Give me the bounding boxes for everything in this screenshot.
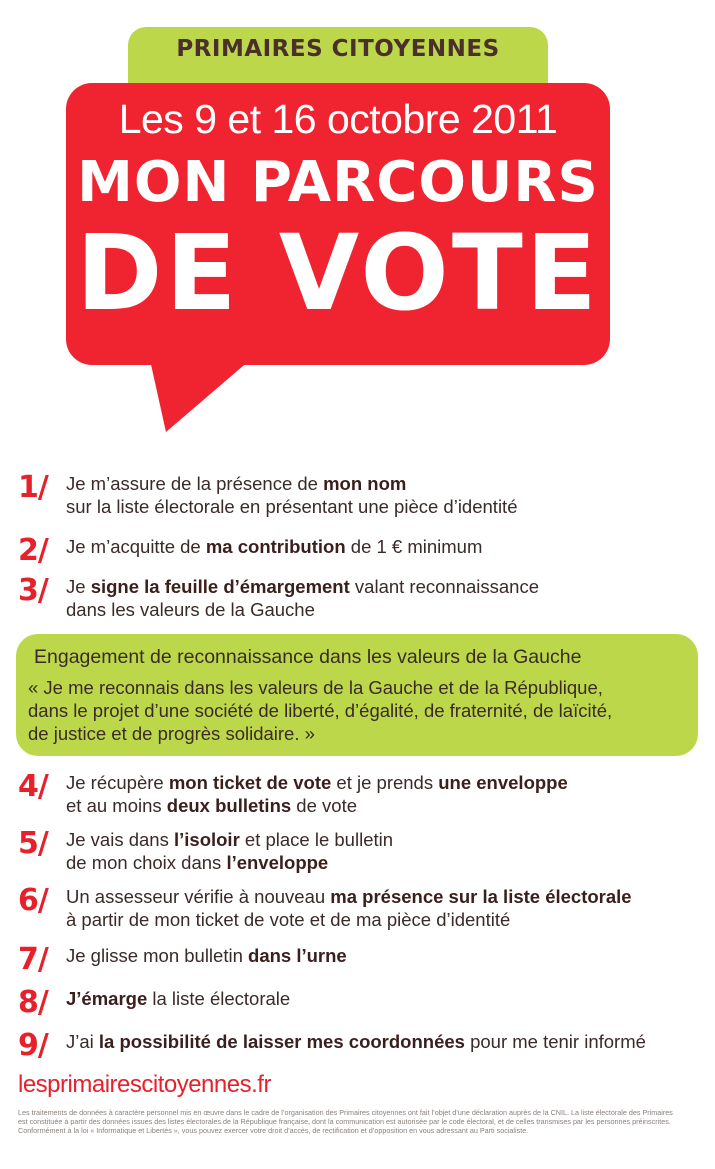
quote-line: « Je me reconnais dans les valeurs de la Gauche et de la République, <box>28 677 603 698</box>
step-line <box>66 944 347 967</box>
step-text <box>66 944 347 967</box>
step-line <box>66 851 393 874</box>
primaires-tag: PRIMAIRES CITOYENNES <box>176 36 500 62</box>
step-line <box>66 908 632 931</box>
step-text <box>66 1030 646 1053</box>
step-emphasis: l’enveloppe <box>226 852 329 873</box>
step-number: 4/ <box>18 769 48 804</box>
legal-notice: Les traitements de données à caractère personnel mis en œuvre dans le cadre de l’organisation des Primaires citoyennes ont fait l’objet d’une déclaration auprès de la CNIL. La liste électorale des Primaires est constituée à partir des données issues des listes électorales de la République française, dont la communication est autorisée par le code électoral, et de celles transmises par les personnes préinscrites. Conformément à la loi « Informatique et Libertés », vous pouvez exercer votre droit d’accès, de rectification et d’opposition en vous adressant au Parti socialiste. <box>18 1108 673 1135</box>
step-segment: Je récupère <box>66 772 169 793</box>
step-emphasis: signe la feuille d’émargement <box>90 576 350 597</box>
engagement-title: Engagement de reconnaissance dans les valeurs de la Gauche <box>34 646 582 668</box>
step-segment: Je m’assure de la présence de <box>66 473 324 494</box>
step-emphasis: la possibilité de laisser mes coordonnées <box>98 1031 465 1052</box>
step-segment: la liste électorale <box>147 988 291 1009</box>
vote-dates: Les 9 et 16 octobre 2011 <box>118 96 558 142</box>
step-number: 8/ <box>18 985 48 1020</box>
step-segment: Un assesseur vérifie à nouveau <box>66 886 331 907</box>
step-emphasis: dans l’urne <box>248 945 347 966</box>
website-link[interactable]: lesprimairescitoyennes.fr <box>18 1071 271 1098</box>
step-segment: Je vais dans <box>66 829 174 850</box>
step-segment: et place le bulletin <box>239 829 394 850</box>
step-emphasis: mon ticket de vote <box>168 772 332 793</box>
step-number: 7/ <box>18 942 48 977</box>
step-line <box>66 575 539 598</box>
step-text <box>66 828 393 874</box>
step-segment: pour me tenir informé <box>464 1031 646 1052</box>
engagement-quote <box>28 676 612 745</box>
step-text <box>66 771 568 817</box>
step-number: 1/ <box>18 470 48 505</box>
step-line <box>66 472 517 495</box>
step-emphasis: ma présence sur la liste électorale <box>330 886 632 907</box>
step-segment: sur la liste électorale en présentant une pièce d’identité <box>66 496 518 517</box>
step-emphasis: J’émarge <box>66 988 148 1009</box>
step-segment: et je prends <box>331 772 439 793</box>
step-segment: valant reconnaissance <box>349 576 540 597</box>
step-segment: de vote <box>291 795 357 816</box>
step-line <box>66 987 290 1010</box>
step-line <box>66 1030 646 1053</box>
step-emphasis: une enveloppe <box>438 772 568 793</box>
step-text <box>66 987 290 1010</box>
step-line <box>66 794 568 817</box>
step-segment: Je glisse mon bulletin <box>66 945 249 966</box>
step-number: 2/ <box>18 533 48 568</box>
step-emphasis: l’isoloir <box>173 829 240 850</box>
step-segment: à partir de mon ticket de vote et de ma pièce d’identité <box>66 909 511 930</box>
step-emphasis: deux bulletins <box>166 795 292 816</box>
step-number: 9/ <box>18 1028 48 1063</box>
step-segment: J’ai <box>66 1031 99 1052</box>
step-number: 5/ <box>18 826 48 861</box>
step-segment: de 1 € minimum <box>345 536 483 557</box>
step-number: 3/ <box>18 573 48 608</box>
step-line <box>66 495 517 518</box>
quote-line: de justice et de progrès solidaire. » <box>28 723 315 744</box>
title-line-1: MON PARCOURS <box>77 150 599 215</box>
step-line <box>66 598 539 621</box>
step-segment: Je <box>66 576 91 597</box>
title-line-2: DE VOTE <box>76 212 600 334</box>
step-segment: dans les valeurs de la Gauche <box>66 599 315 620</box>
step-text <box>66 535 482 558</box>
step-line <box>66 535 482 558</box>
step-line <box>66 885 632 908</box>
step-line <box>66 771 568 794</box>
step-text <box>66 575 539 621</box>
step-emphasis: mon nom <box>323 473 407 494</box>
step-text <box>66 885 632 931</box>
step-emphasis: ma contribution <box>205 536 346 557</box>
step-segment: de mon choix dans <box>66 852 227 873</box>
step-segment: Je m’acquitte de <box>66 536 206 557</box>
step-line <box>66 828 393 851</box>
step-number: 6/ <box>18 883 48 918</box>
step-text <box>66 472 517 518</box>
quote-line: dans le projet d’une société de liberté, d’égalité, de fraternité, de laïcité, <box>28 700 613 721</box>
step-segment: et au moins <box>66 795 167 816</box>
